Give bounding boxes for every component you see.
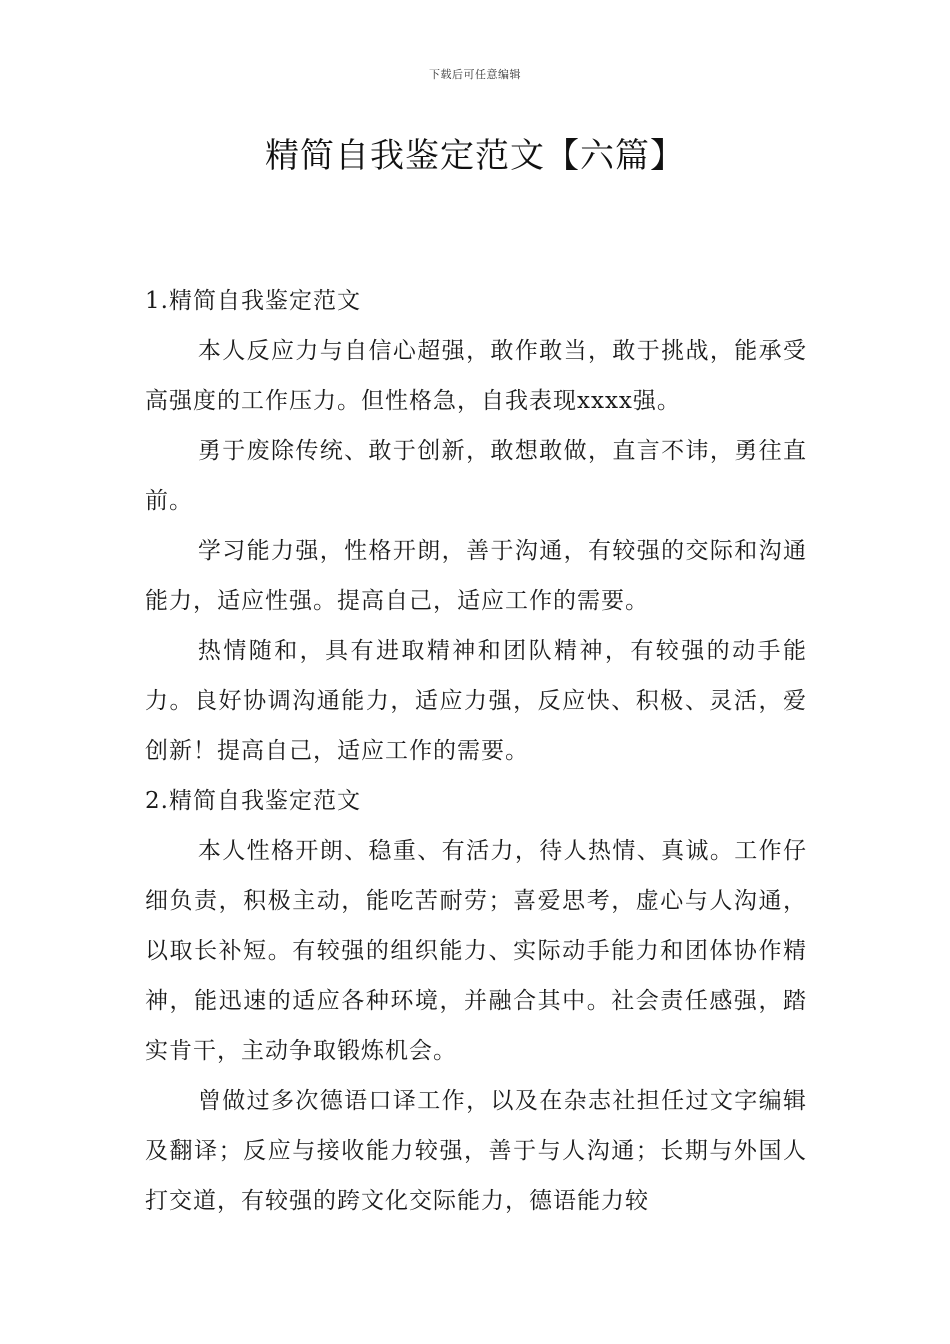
document-body — [145, 276, 807, 1226]
header-note: 下载后可任意编辑 — [429, 68, 521, 81]
paragraph: 曾做过多次德语口译工作，以及在杂志社担任过文字编辑及翻译；反应与接收能力较强，善于与人沟通；长期与外国人打交道，有较强的跨文化交际能力，德语能力较 — [145, 1088, 807, 1214]
paragraph: 勇于废除传统、敢于创新，敢想敢做，直言不讳，勇往直前。 — [145, 438, 807, 514]
paragraph: 学习能力强，性格开朗，善于沟通，有较强的交际和沟通能力，适应性强。提高自己，适应工作的需要。 — [145, 538, 807, 614]
section-heading: 1.精简自我鉴定范文 — [145, 288, 361, 314]
section-heading: 2.精简自我鉴定范文 — [145, 788, 361, 814]
paragraph: 本人性格开朗、稳重、有活力，待人热情、真诚。工作仔细负责，积极主动，能吃苦耐劳；喜爱思考，虚心与人沟通，以取长补短。有较强的组织能力、实际动手能力和团体协作精神，能迅速的适应各种环境，并融合其中。社会责任感强，踏实肯干，主动争取锻炼机会。 — [145, 838, 807, 1064]
paragraph: 本人反应力与自信心超强，敢作敢当，敢于挑战，能承受高强度的工作压力。但性格急，自我表现xxxx强。 — [145, 338, 807, 414]
paragraph: 热情随和，具有进取精神和团队精神，有较强的动手能力。良好协调沟通能力，适应力强，反应快、积极、灵活，爱创新！提高自己，适应工作的需要。 — [145, 638, 807, 764]
document-title: 精简自我鉴定范文【六篇】 — [265, 136, 685, 176]
